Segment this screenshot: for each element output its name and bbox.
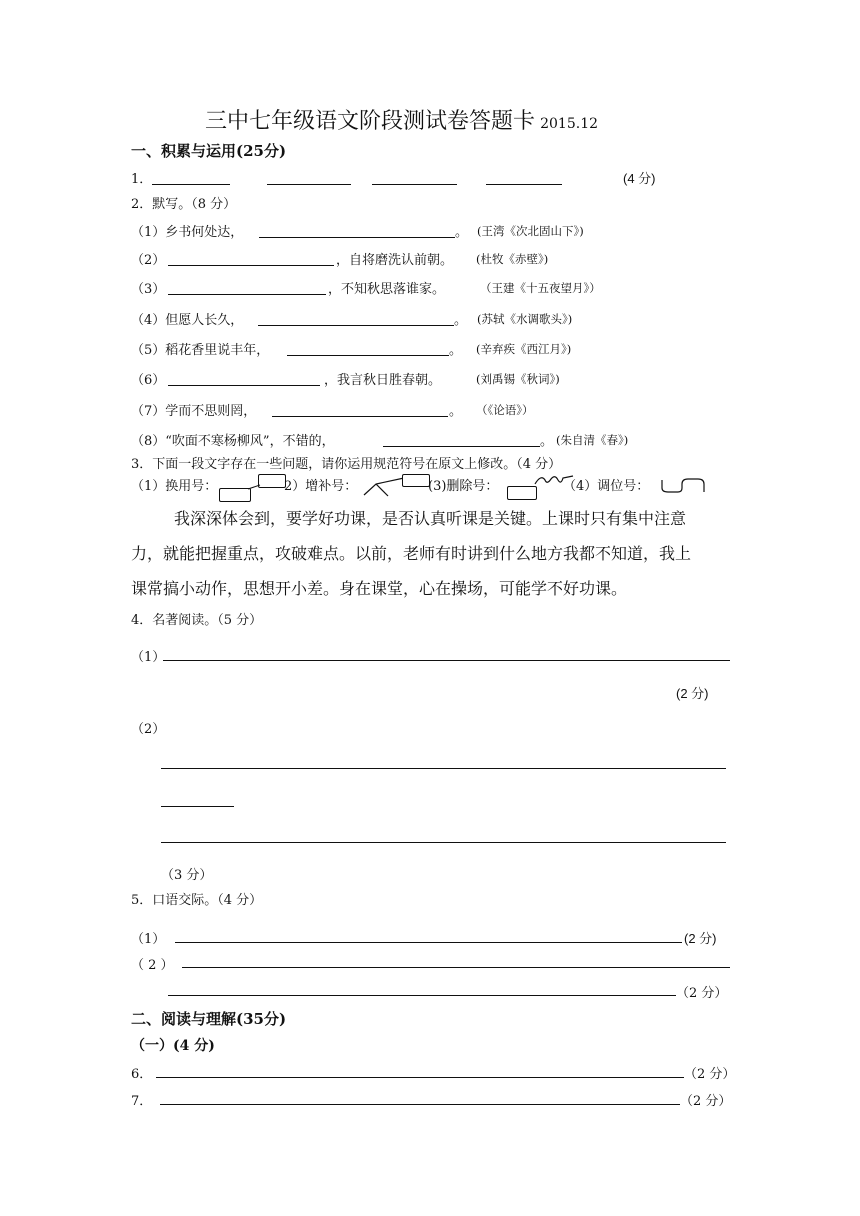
- q4-part2-answer-line-2[interactable]: [161, 806, 234, 807]
- replace-symbol-box-upper: [258, 474, 286, 488]
- q2-item-1-post: 。: [455, 225, 469, 240]
- q5-part1-answer-line[interactable]: [175, 942, 682, 943]
- q3-passage-line-1: 我深深体会到，要学好功课，是否认真听课是关键。上课时只有集中注意: [174, 509, 687, 528]
- q3-passage-line-3: 课常搞小动作，思想开小差。身在课堂，心在操场，可能学不好功课。: [131, 579, 628, 598]
- q2-item-5-source: (辛弃疾《西江月》): [476, 342, 572, 356]
- q2-item-7-source: （《论语》）: [476, 403, 534, 417]
- q2-item-7-blank[interactable]: [272, 416, 448, 417]
- q2-item-2-source: (杜牧《赤壁》): [476, 252, 549, 266]
- q4-part1-score: (2 分): [676, 686, 709, 701]
- q3-symbol-replace-label: （1）换用号：: [131, 479, 218, 494]
- section1-heading: 一、积累与运用(25分): [131, 142, 287, 160]
- q4-part2-label: （2）: [131, 722, 166, 737]
- q2-item-7-post: 。: [449, 404, 463, 419]
- q4-part1-answer-line[interactable]: [163, 660, 730, 661]
- q2-item-6-post: ，我言秋日胜春朝。: [324, 373, 442, 388]
- q1-blank-4[interactable]: [486, 184, 562, 185]
- q5-part2-score: （2 分）: [676, 986, 728, 1001]
- replace-symbol-link: [246, 482, 262, 492]
- q5-part1-score: (2 分): [684, 931, 717, 946]
- title-main: 三中七年级语文阶段测试卷答题卡: [205, 109, 536, 134]
- q3-passage-line-2: 力，就能把握重点，攻破难点。以前，老师有时讲到什么地方我都不知道，我上: [131, 544, 692, 563]
- q2-item-6-blank[interactable]: [168, 385, 320, 386]
- q6-number: 6．: [131, 1067, 153, 1082]
- q3-symbol-delete-label: (3)删除号：: [428, 479, 499, 494]
- q3-symbol-swap-label: （4）调位号：: [563, 479, 650, 494]
- q5-heading: 5．口语交际。（4 分）: [131, 893, 263, 908]
- swap-symbol-icon: [660, 474, 706, 494]
- q1-blank-1[interactable]: [152, 184, 230, 185]
- q2-item-2-post: ，自将磨洗认前朝。: [336, 253, 454, 268]
- q2-item-8-pre: （8）“吹面不寒杨柳风”，不错的，: [131, 434, 335, 449]
- q4-part2-answer-line-3[interactable]: [161, 842, 726, 843]
- q2-item-4-blank[interactable]: [258, 325, 454, 326]
- q7-score: （2 分）: [680, 1094, 732, 1109]
- q2-item-6-pre: （6）: [131, 373, 166, 388]
- q3-symbol-insert-label: 2）增补号：: [284, 479, 358, 494]
- q2-item-7-pre: （7）学而不思则罔，: [131, 404, 257, 419]
- q7-number: 7．: [131, 1094, 153, 1109]
- page-title: [205, 104, 598, 135]
- q2-item-4-post: 。: [454, 313, 468, 328]
- q2-item-3-blank[interactable]: [168, 294, 326, 295]
- q2-item-5-post: 。: [449, 343, 463, 358]
- q1-score: (4 分): [623, 171, 656, 186]
- q4-part1-label: （1）: [131, 650, 166, 665]
- q2-item-4-source: (苏轼《水调歌头》): [477, 312, 573, 326]
- q5-part2-answer-line-1[interactable]: [182, 967, 730, 968]
- q7-answer-line[interactable]: [160, 1104, 680, 1105]
- q6-score: （2 分）: [684, 1067, 736, 1082]
- q2-item-2-blank[interactable]: [168, 265, 334, 266]
- q5-part2-label: （ 2 ）: [131, 958, 174, 973]
- q2-item-4-pre: （4）但愿人长久，: [131, 313, 244, 328]
- q1-number: 1．: [131, 172, 153, 187]
- q4-heading: 4．名著阅读。（5 分）: [131, 613, 263, 628]
- q2-item-1-pre: （1）乡书何处达，: [131, 225, 244, 240]
- q5-part1-label: （1）: [131, 932, 166, 947]
- q2-item-3-pre: （3）: [131, 282, 166, 297]
- section2-subheading: （一）(4 分): [131, 1038, 215, 1054]
- q2-item-8-post: 。: [540, 434, 554, 449]
- q2-item-3-source: （王建《十五夜望月》）: [480, 281, 601, 295]
- q4-part2-answer-line-1[interactable]: [161, 768, 726, 769]
- q2-item-5-blank[interactable]: [287, 355, 449, 356]
- q2-heading: 2．默写。（8 分）: [131, 197, 237, 212]
- q2-item-3-post: ，不知秋思落谁家。: [328, 282, 446, 297]
- q6-answer-line[interactable]: [156, 1077, 684, 1078]
- q1-blank-3[interactable]: [372, 184, 457, 185]
- q2-item-1-source: (王湾《次北固山下》): [477, 224, 584, 238]
- q2-item-6-source: (刘禹锡《秋词》): [476, 372, 560, 386]
- section2-heading: 二、阅读与理解(35分): [131, 1010, 287, 1028]
- q2-item-8-source: (朱自清《春》): [556, 433, 629, 447]
- q2-item-8-blank[interactable]: [383, 446, 540, 447]
- title-date: 2015.12: [540, 116, 599, 132]
- q4-part2-score: （3 分）: [161, 868, 213, 883]
- q1-blank-2[interactable]: [267, 184, 351, 185]
- q2-item-5-pre: （5）稻花香里说丰年，: [131, 343, 270, 358]
- insert-symbol-box: [402, 474, 430, 487]
- q2-item-1-blank[interactable]: [259, 237, 455, 238]
- q3-heading: 3．下面一段文字存在一些问题，请你运用规范符号在原文上修改。（4 分）: [131, 457, 562, 472]
- insert-symbol-icon: [362, 474, 406, 498]
- q5-part2-answer-line-2[interactable]: [168, 995, 676, 996]
- q2-item-2-pre: （2）: [131, 253, 166, 268]
